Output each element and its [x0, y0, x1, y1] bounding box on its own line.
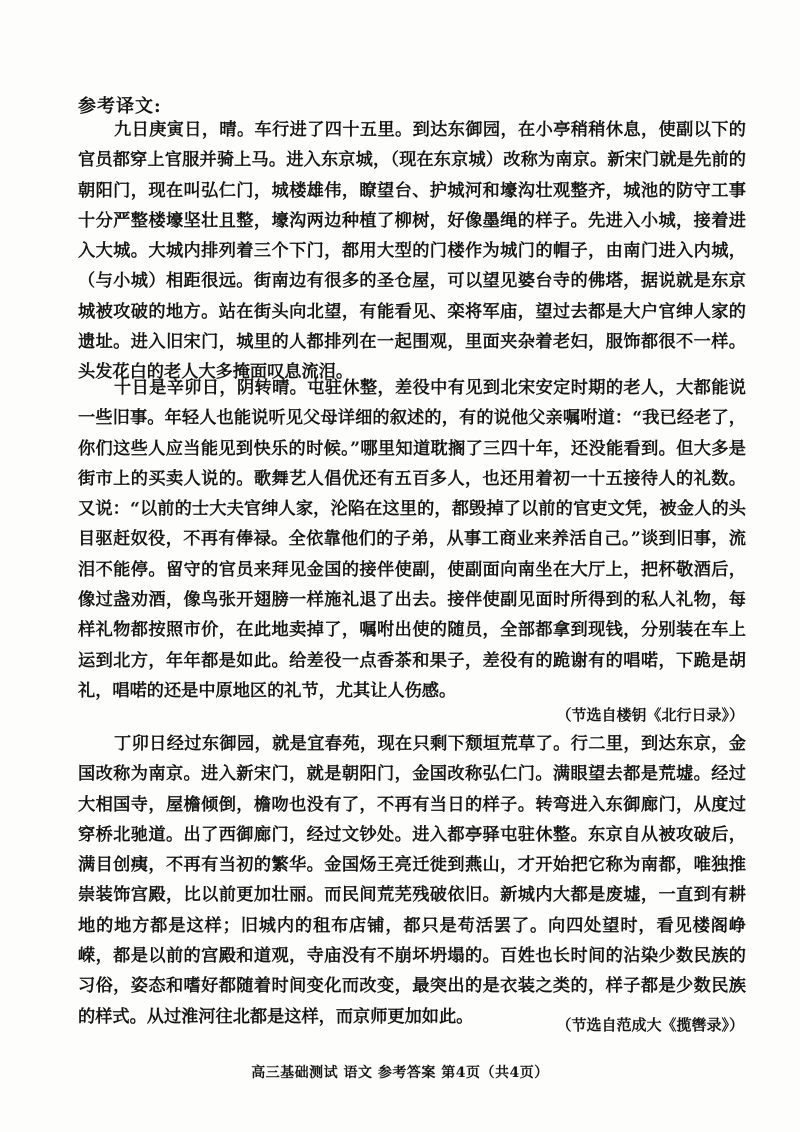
page-footer: 高三基础测试 语文 参考答案 第4页（共4页）	[251, 1065, 549, 1081]
attribution-2: （节选自范成大《揽辔录》）	[556, 1016, 744, 1034]
paragraph-2: 十日是辛卯日，阴转晴。屯驻休整，差役中有见到北宋安定时期的老人，大都能说一些旧事。年轻人也能说听见父母详细的叙述的，有的说他父亲嘱咐道：“我已经老了，你们这些人应当能见到快乐的时候。”哪里知道耽搁了三四十年，还没能看到。但大多是街市上的买卖人说的。歌舞艺人倡优还有五百多人，也还用着初一十五接待人的礼数。又说：“以前的士大夫官绅人家，沦陷在这里的，都毁掉了以前的官吏文凭，被金人的头目驱赶奴役，不再有俸禄。全依靠他们的子弟，从事工商业来养活自己。”谈到旧事，流泪不能停。留守的官员来拜见金国的接伴使副，使副面向南坐在大厅上，把杯敬酒后，像过盏劝酒，像鸟张开翅膀一样施礼退了出去。接伴使副见面时所得到的私人礼物，每样礼物都按照市价，在此地卖掉了，嘱咐出使的随员，全部都拿到现钱，分别装在车上运到北方，年年都是如此。给差役一点香茶和果子，差役有的跪谢有的唱喏，下跪是胡礼，唱喏的还是中原地区的礼节，尤其让人伤感。	[78, 378, 746, 701]
paragraph-3: 丁卯日经过东御园，就是宜春苑，现在只剩下颓垣荒草了。行二里，到达东京，金国改称为南京。进入新宋门，就是朝阳门，金国改称弘仁门。满眼望去都是荒墟。经过大相国寺，屋檐倾倒，檐吻也没有了，不再有当日的样子。转弯进入东御廊门，从度过穿桥北驰道。出了西御廊门，经过文钞处。进入都亭驿屯驻休整。东京自从被攻破后，满目创痍，不再有当初的繁华。金国炀王亮迁徙到燕山，才开始把它称为南都，唯独推崇装饰宫殿，比以前更加壮丽。而民间荒芜残破依旧。新城内大都是废墟，一直到有耕地的地方都是这样；旧城内的租布店铺，都只是苟活罢了。向四处望时，看见楼阁峥嵘，都是以前的宫殿和道观，寺庙没有不崩坏坍塌的。百姓也长时间的沾染少数民族的习俗，姿态和嗜好都随着时间变化而改变，最突出的是衣装之类的，样子都是少数民族的样式。从过淮河往北都是这样，而京师更加如此。	[78, 734, 746, 1027]
paragraph-1: 九日庚寅日，晴。车行进了四十五里。到达东御园，在小亭稍稍休息，使副以下的官员都穿上官服并骑上马。进入东京城，（现在东京城）改称为南京。新宋门就是先前的朝阳门，现在叫弘仁门，城楼雄伟，瞭望台、护城河和壕沟壮观整齐，城池的防守工事十分严整楼壕坚壮且整，壕沟两边种植了柳树，好像墨绳的样子。先进入小城，接着进入大城。大城内排列着三个下门，都用大型的门楼作为城门的帽子，由南门进入内城，（与小城）相距很远。街南边有很多的圣仓屋，可以望见婆台寺的佛塔，据说就是东京城被攻破的地方。站在街头向北望，有能看见、栾将军庙，望过去都是大户官绅人家的遗址。进入旧宋门，城里的人都排列在一起围观，里面夹杂着老妇，服饰都很不一样。头发花白的老人大多掩面叹息流泪。	[78, 120, 746, 383]
attribution-1: （节选自楼钥《北行日录》）	[556, 706, 744, 724]
section-heading: 参考译文:	[78, 96, 162, 117]
